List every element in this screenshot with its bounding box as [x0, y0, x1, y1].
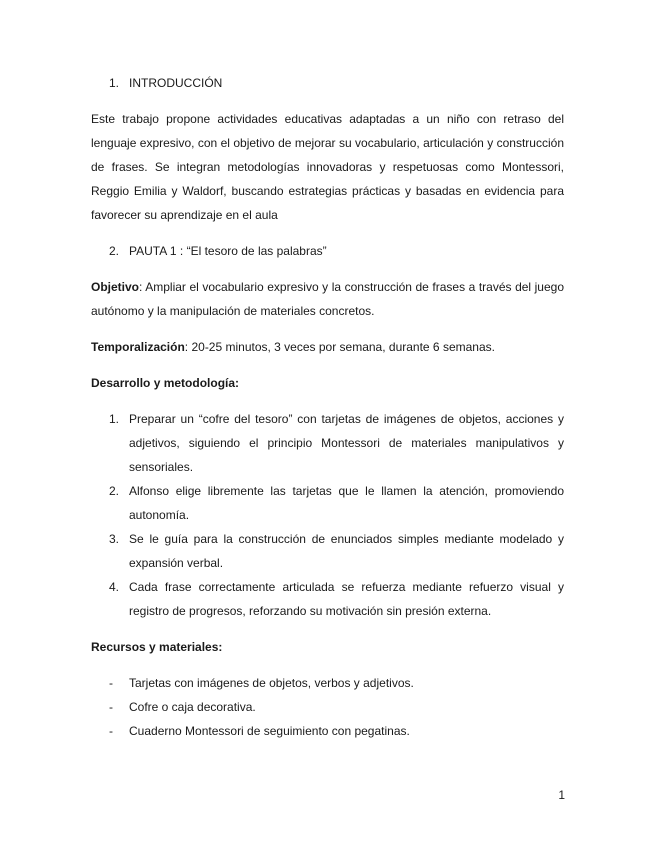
section-number: 1. [109, 76, 120, 90]
section-heading-introduccion [91, 71, 564, 95]
section-title: INTRODUCCIÓN [129, 76, 223, 90]
objetivo-paragraph [91, 275, 564, 323]
list-item [91, 527, 564, 575]
list-item-number: 4. [109, 580, 120, 594]
section-title: PAUTA 1 : “El tesoro de las palabras” [129, 244, 327, 258]
desarrollo-heading: Desarrollo y metodología: [91, 376, 240, 390]
section-number: 2. [109, 244, 120, 258]
section-heading-pauta [91, 239, 564, 263]
page-content [91, 71, 564, 743]
list-item [91, 671, 564, 695]
page-number: 1 [558, 788, 565, 802]
list-item-text: Se le guía para la construcción de enunciados simples mediante modelado y expansión verbal. [129, 532, 564, 570]
desarrollo-steps-list [91, 407, 564, 623]
list-item-text: Cofre o caja decorativa. [129, 700, 256, 714]
list-item [91, 719, 564, 743]
list-item-text: Tarjetas con imágenes de objetos, verbos y adjetivos. [129, 676, 414, 690]
list-item-text: Alfonso elige libremente las tarjetas que le llamen la atención, promoviendo autonomía. [129, 484, 564, 522]
objetivo-text: : Ampliar el vocabulario expresivo y la construcción de frases a través del juego autónomo y la manipulación de materiales concretos. [91, 280, 564, 318]
list-item [91, 407, 564, 479]
list-item-text: Cada frase correctamente articulada se refuerza mediante refuerzo visual y registro de progresos, reforzando su motivación sin presión externa. [129, 580, 564, 618]
recursos-list [91, 671, 564, 743]
recursos-heading: Recursos y materiales: [91, 640, 223, 654]
objetivo-label: Objetivo [91, 280, 140, 294]
list-dash: - [109, 724, 113, 738]
list-item [91, 479, 564, 527]
list-item [91, 695, 564, 719]
temporalizacion-label: Temporalización [91, 340, 185, 354]
list-item-text: Cuaderno Montessori de seguimiento con pegatinas. [129, 724, 410, 738]
temporalizacion-text: : 20-25 minutos, 3 veces por semana, durante 6 semanas. [184, 340, 495, 354]
list-dash: - [109, 700, 113, 714]
list-item-number: 3. [109, 532, 120, 546]
temporalizacion-paragraph [91, 335, 564, 359]
intro-paragraph: Este trabajo propone actividades educativas adaptadas a un niño con retraso del lenguaje expresivo, con el objetivo de mejorar su vocabulario, articulación y construcción de frases. Se integran metodologías innovadoras y respetuosas como Montessori, Reggio Emilia y Waldorf, buscando estrategias prácticas y basadas en evidencia para favorecer su aprendizaje en el aula [91, 112, 564, 222]
list-dash: - [109, 676, 113, 690]
list-item [91, 575, 564, 623]
list-item-number: 2. [109, 484, 120, 498]
list-item-text: Preparar un “cofre del tesoro” con tarjetas de imágenes de objetos, acciones y adjetivos, siguiendo el principio Montessori de materiales manipulativos y sensoriales. [129, 412, 564, 474]
list-item-number: 1. [109, 412, 120, 426]
